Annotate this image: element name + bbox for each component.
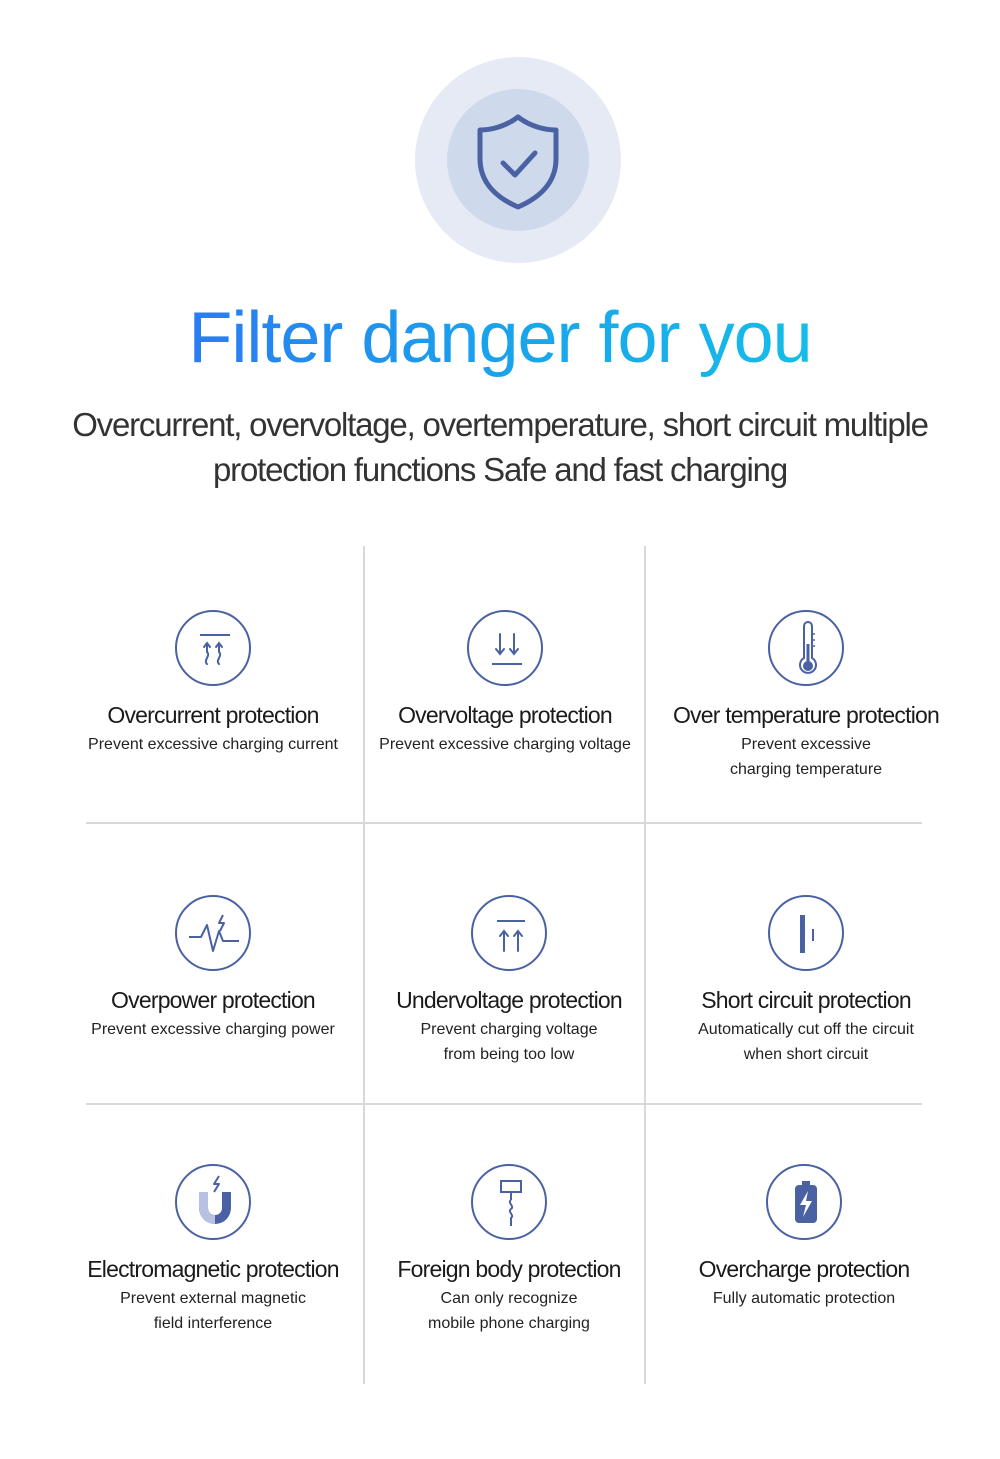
page-title: Filter danger for you	[188, 298, 812, 378]
feature-overcurrent	[63, 610, 363, 757]
hero-badge-inner	[447, 89, 589, 231]
overvoltage-icon	[467, 610, 543, 686]
short-circuit-icon	[768, 895, 844, 971]
feature-desc: Prevent excessive charging temperature	[729, 736, 883, 778]
feature-desc: Prevent excessive charging power	[91, 1021, 335, 1038]
feature-title: Foreign body protection	[397, 1256, 621, 1282]
feature-overpower	[63, 895, 363, 1042]
feature-desc: Prevent excessive charging voltage	[379, 736, 631, 753]
overcurrent-icon	[175, 610, 251, 686]
battery-charge-icon	[766, 1164, 842, 1240]
feature-title: Undervoltage protection	[396, 987, 622, 1013]
feature-title: Electromagnetic protection	[87, 1256, 339, 1282]
feature-desc: Prevent charging voltage from being too low	[420, 1021, 598, 1063]
feature-overvoltage	[355, 610, 655, 757]
feature-desc: Prevent external magnetic field interference	[120, 1290, 306, 1332]
feature-desc: Can only recognize mobile phone charging	[428, 1290, 590, 1332]
feature-desc: Fully automatic protection	[712, 1290, 896, 1307]
feature-electromagnetic	[63, 1164, 363, 1336]
feature-undervoltage	[359, 895, 659, 1067]
hero-badge	[415, 57, 621, 263]
thermometer-icon	[768, 610, 844, 686]
shield-check-icon	[475, 113, 561, 211]
page-subtitle	[60, 402, 940, 492]
feature-foreign-body	[359, 1164, 659, 1336]
feature-desc: Automatically cut off the circuit when short circuit	[698, 1021, 914, 1063]
feature-title: Short circuit protection	[701, 987, 911, 1013]
subtitle-line-1: Overcurrent, overvoltage, overtemperature, short circuit multiple	[72, 406, 928, 443]
feature-title: Overcurrent protection	[107, 702, 319, 728]
grid-divider-horizontal	[86, 1103, 922, 1105]
subtitle-line-2: protection functions Safe and fast charging	[213, 451, 787, 488]
undervoltage-icon	[471, 895, 547, 971]
grid-divider-horizontal	[86, 822, 922, 824]
feature-overcharge	[654, 1164, 954, 1311]
feature-title: Over temperature protection	[672, 702, 940, 728]
magnet-icon	[175, 1164, 251, 1240]
feature-over-temperature	[656, 610, 956, 782]
feature-title: Overvoltage protection	[398, 702, 612, 728]
feature-title: Overcharge protection	[698, 1256, 910, 1282]
feature-desc: Prevent excessive charging current	[88, 736, 338, 753]
power-surge-icon	[175, 895, 251, 971]
feature-title: Overpower protection	[111, 987, 315, 1013]
foreign-body-icon	[471, 1164, 547, 1240]
feature-short-circuit	[656, 895, 956, 1067]
